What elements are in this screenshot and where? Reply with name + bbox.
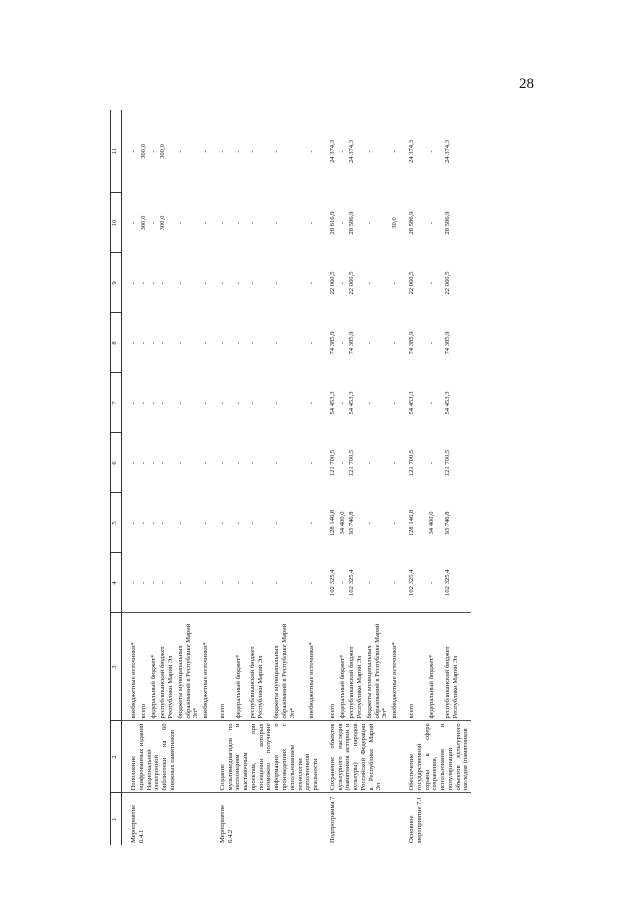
amount-cell: - xyxy=(202,341,210,345)
amount-cell: - xyxy=(391,150,399,153)
amount-cell: - xyxy=(176,221,184,225)
amount-cell: - xyxy=(273,521,281,525)
amount-cell: - xyxy=(235,150,243,153)
amount-cell: - xyxy=(130,581,137,584)
amount-cell: 102 325,4 xyxy=(328,569,336,596)
funding-source: всего xyxy=(321,613,338,721)
amount-cell: - xyxy=(428,221,436,225)
amount-cell: - xyxy=(338,461,346,465)
amount-cell: 121 700,5 xyxy=(407,449,415,477)
amount-cell: - xyxy=(159,281,167,285)
amount-cell: - xyxy=(428,461,436,465)
funding-source: бюджеты муниципальных образований в Республике Марий Эл* xyxy=(365,613,390,721)
funding-source: федеральный бюджет* xyxy=(338,613,348,721)
amount-cell: - xyxy=(391,521,399,525)
amount-cell: - xyxy=(428,401,436,405)
amount-cell: - xyxy=(365,581,373,584)
amount-cell: 28 586,9 xyxy=(443,211,451,235)
amount-cell: - xyxy=(235,521,243,525)
amount-cell: 300,0 xyxy=(139,144,147,159)
funding-source: внебюджетные источники* xyxy=(201,613,211,721)
amount-cell: - xyxy=(159,581,167,584)
funding-source: бюджеты муниципальных образований в Республике Марий Эл* xyxy=(272,613,307,721)
amount-cell: 30,0 xyxy=(391,217,399,229)
amount-cell: - xyxy=(248,401,256,405)
amount-cell: 54 453,3 xyxy=(328,391,336,415)
section-name: Сохранение объектов культурного наследия (памятников истории и культуры) народов Российской Федерации в Республике Марий Эл xyxy=(321,721,400,793)
amount-cell: - xyxy=(391,341,399,345)
amount-cell: - xyxy=(428,281,436,285)
amount-cell: - xyxy=(308,521,316,525)
funding-source: всего xyxy=(400,613,427,721)
amount-cell: 54 453,3 xyxy=(407,391,415,415)
funding-source: всего xyxy=(139,613,149,721)
amount-cell: - xyxy=(139,281,147,285)
amount-cell: - xyxy=(149,341,157,345)
amount-cell: - xyxy=(159,341,167,345)
amount-cell: - xyxy=(273,581,281,584)
amount-cell: - xyxy=(202,281,210,285)
amount-cell: - xyxy=(308,221,316,225)
amount-cell: - xyxy=(248,581,256,584)
amount-cell: 102 325,4 xyxy=(348,569,356,596)
amount-cell: - xyxy=(176,401,184,405)
amount-cell: - xyxy=(391,581,399,584)
section-name: Пополнение оцифрованных изданий Национальной электронной библиотеки на 60 книжных памятников xyxy=(122,721,211,793)
amount-cell: - xyxy=(176,461,184,465)
amount-cell: - xyxy=(202,401,210,405)
amount-cell: 34 400,0 xyxy=(338,511,346,535)
column-number: 4 xyxy=(111,553,122,613)
amount-cell: - xyxy=(391,461,399,465)
amount-cell: - xyxy=(139,581,147,584)
amount-cell: - xyxy=(202,221,210,225)
amount-cell: - xyxy=(338,581,346,584)
amount-cell: 74 385,9 xyxy=(348,331,356,355)
section-code: Мероприятие 6.4.1 xyxy=(122,793,211,845)
amount-cell: - xyxy=(248,281,256,285)
table-row xyxy=(400,110,427,845)
column-number: 2 xyxy=(111,721,122,793)
amount-cell: 93 746,8 xyxy=(348,511,356,535)
amount-cell: 102 325,4 xyxy=(443,569,451,596)
table-body xyxy=(122,110,472,845)
amount-cell: 24 374,3 xyxy=(407,139,415,164)
amount-cell: - xyxy=(365,221,373,225)
amount-cell: - xyxy=(218,521,226,525)
amount-cell: - xyxy=(273,341,281,345)
amount-cell: 22 060,5 xyxy=(348,271,356,295)
amount-cell: 300,0 xyxy=(159,144,167,159)
funding-source: федеральный бюджет* xyxy=(234,613,248,721)
amount-cell: - xyxy=(149,581,157,584)
amount-cell: 34 400,0 xyxy=(428,511,436,535)
amount-cell: - xyxy=(308,281,316,285)
amount-cell: - xyxy=(273,150,281,153)
amount-cell: - xyxy=(428,341,436,345)
amount-cell: - xyxy=(428,150,436,153)
amount-cell: - xyxy=(130,221,137,225)
amount-cell: - xyxy=(202,521,210,525)
column-number-header xyxy=(111,110,122,845)
amount-cell: 28 586,9 xyxy=(348,211,356,235)
funding-source: внебюджетные источники* xyxy=(390,613,400,721)
amount-cell: - xyxy=(176,281,184,285)
amount-cell: 24 374,3 xyxy=(328,139,336,164)
amount-cell: - xyxy=(149,401,157,405)
amount-cell: 121 700,5 xyxy=(443,449,451,477)
amount-cell: - xyxy=(365,281,373,285)
funding-source: республиканский бюджет Республики Марий Эл xyxy=(248,613,272,721)
amount-cell: - xyxy=(202,581,210,584)
amount-cell: - xyxy=(130,521,137,525)
amount-cell: - xyxy=(235,461,243,465)
amount-cell: - xyxy=(248,341,256,345)
column-number: 6 xyxy=(111,433,122,493)
amount-cell: - xyxy=(338,150,346,153)
column-number: 7 xyxy=(111,373,122,433)
amount-cell: - xyxy=(308,401,316,405)
amount-cell: 24 374,3 xyxy=(443,139,451,164)
amount-cell: - xyxy=(391,401,399,405)
amount-cell: 74 385,9 xyxy=(443,331,451,355)
table-row xyxy=(122,110,139,845)
funding-source: республиканский бюджет Республики Марий Эл xyxy=(443,613,471,721)
amount-cell: 74 385,9 xyxy=(407,331,415,355)
rotated-table-container xyxy=(110,110,528,845)
amount-cell: - xyxy=(159,461,167,465)
amount-cell: - xyxy=(202,150,210,153)
amount-cell: 121 700,5 xyxy=(328,449,336,477)
amount-cell: 22 060,5 xyxy=(407,271,415,295)
section-code: Мероприятие 6.4.2 xyxy=(211,793,321,845)
amount-cell: - xyxy=(338,341,346,345)
amount-cell: 102 325,4 xyxy=(407,569,415,596)
amount-cell: - xyxy=(139,401,147,405)
amount-cell: - xyxy=(365,401,373,405)
funding-source: федеральный бюджет* xyxy=(149,613,159,721)
table-row xyxy=(321,110,338,845)
amount-cell: - xyxy=(149,150,157,153)
amount-cell: - xyxy=(338,401,346,405)
funding-source: бюджеты муниципальных образований в Республике Марий Эл* xyxy=(176,613,201,721)
amount-cell: 128 146,8 xyxy=(407,509,415,537)
amount-cell: - xyxy=(130,150,137,153)
amount-cell: - xyxy=(428,581,436,584)
amount-cell: - xyxy=(139,341,147,345)
funding-source: внебюджетные источники* xyxy=(307,613,321,721)
funding-source: всего xyxy=(211,613,234,721)
amount-cell: - xyxy=(273,401,281,405)
amount-cell: - xyxy=(273,281,281,285)
amount-cell: - xyxy=(248,150,256,153)
amount-cell: 24 374,3 xyxy=(348,139,356,164)
amount-cell: - xyxy=(176,581,184,584)
amount-cell: - xyxy=(218,461,226,465)
amount-cell: - xyxy=(365,341,373,345)
column-number: 5 xyxy=(111,493,122,553)
amount-cell: 74 385,9 xyxy=(328,331,336,355)
funding-source: республиканский бюджет Республики Марий Эл xyxy=(347,613,365,721)
amount-cell: - xyxy=(130,281,137,285)
amount-cell: - xyxy=(218,150,226,153)
amount-cell: - xyxy=(248,461,256,465)
amount-cell: - xyxy=(391,281,399,285)
column-number: 11 xyxy=(111,110,122,193)
amount-cell: - xyxy=(248,221,256,225)
amount-cell: 22 060,5 xyxy=(443,271,451,295)
amount-cell: - xyxy=(202,461,210,465)
amount-cell: - xyxy=(235,341,243,345)
amount-cell: - xyxy=(308,461,316,465)
amount-cell: 128 146,8 xyxy=(328,509,336,537)
column-number: 9 xyxy=(111,253,122,313)
amount-cell: - xyxy=(308,581,316,584)
amount-cell: - xyxy=(176,521,184,525)
amount-cell: - xyxy=(235,401,243,405)
amount-cell: - xyxy=(338,281,346,285)
column-number: 1 xyxy=(111,793,122,845)
amount-cell: 121 700,5 xyxy=(348,449,356,477)
section-name: Создание мультимедиагидов по экспозициям и выставочным проектам, при посещении которых возможно получение информации о произведениях с использованием технологии дополненной реальности xyxy=(211,721,321,793)
table-row xyxy=(211,110,234,845)
amount-cell: - xyxy=(159,401,167,405)
amount-cell: - xyxy=(130,401,137,405)
amount-cell: - xyxy=(218,221,226,225)
funding-source: внебюджетные источники* xyxy=(122,613,139,721)
amount-cell: - xyxy=(365,521,373,525)
amount-cell: 93 746,8 xyxy=(443,511,451,535)
amount-cell: 28 586,9 xyxy=(407,211,415,235)
amount-cell: - xyxy=(235,221,243,225)
amount-cell: - xyxy=(149,281,157,285)
amount-cell: - xyxy=(176,150,184,153)
section-name: Обеспечение государственной охраны в сфере сохранения, использования и популяризации объектов культурного наследия (памятников xyxy=(400,721,471,793)
amount-cell: - xyxy=(218,401,226,405)
amount-cell: - xyxy=(248,521,256,525)
page-number: 28 xyxy=(519,76,534,92)
financing-table xyxy=(110,110,471,845)
amount-cell: - xyxy=(365,150,373,153)
amount-cell: - xyxy=(235,281,243,285)
amount-cell: 300,0 xyxy=(139,215,147,231)
amount-cell: 54 453,3 xyxy=(443,391,451,415)
section-code: Основное мероприятие 7.1 xyxy=(400,793,471,845)
amount-cell: 28 616,9 xyxy=(328,211,336,235)
amount-cell: 54 453,3 xyxy=(348,391,356,415)
amount-cell: 300,0 xyxy=(159,215,167,231)
funding-source: федеральный бюджет* xyxy=(427,613,443,721)
amount-cell: - xyxy=(149,521,157,525)
amount-cell: - xyxy=(235,581,243,584)
amount-cell: - xyxy=(218,341,226,345)
amount-cell: - xyxy=(130,341,137,345)
amount-cell: - xyxy=(308,341,316,345)
amount-cell: - xyxy=(273,461,281,465)
amount-cell: - xyxy=(149,221,157,225)
amount-cell: - xyxy=(308,150,316,153)
column-number: 3 xyxy=(111,613,122,721)
amount-cell: - xyxy=(130,461,137,465)
amount-cell: 22 060,5 xyxy=(328,271,336,295)
amount-cell: - xyxy=(149,461,157,465)
amount-cell: - xyxy=(176,341,184,345)
amount-cell: - xyxy=(218,581,226,584)
column-number: 8 xyxy=(111,313,122,373)
amount-cell: - xyxy=(365,461,373,465)
column-number: 10 xyxy=(111,193,122,253)
amount-cell: - xyxy=(273,221,281,225)
amount-cell: - xyxy=(218,281,226,285)
section-code: Подпрограмма 7 xyxy=(321,793,400,845)
amount-cell: - xyxy=(338,221,346,225)
amount-cell: - xyxy=(139,461,147,465)
amount-cell: - xyxy=(159,521,167,525)
funding-source: республиканский бюджет Республики Марий Эл xyxy=(158,613,176,721)
amount-cell: - xyxy=(139,521,147,525)
